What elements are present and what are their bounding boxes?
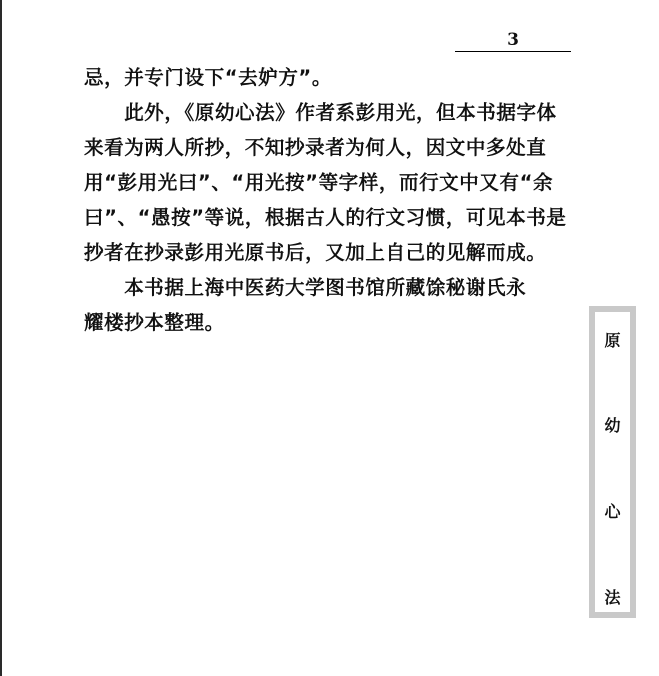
text-line-1: 忌，并专门设下“去妒方”。	[84, 66, 332, 89]
page-left-border	[0, 0, 2, 676]
text-line-2: 此外，《原幼心法》作者系彭用光，但本书据字体	[84, 101, 557, 124]
side-tab-char-3: 心	[604, 502, 621, 521]
text-line-5: 曰”、“愚按”等说，根据古人的行文习惯，可见本书是	[84, 206, 567, 229]
side-tab-char-1: 原	[604, 331, 621, 350]
body-text	[84, 60, 576, 340]
text-line-7: 本书据上海中医药大学图书馆所藏馀秘谢氏永	[84, 276, 527, 299]
text-line-4: 用“彭用光曰”、“用光按”等字样，而行文中又有“余	[84, 171, 554, 194]
side-title-tab	[589, 306, 636, 618]
side-tab-char-4: 法	[604, 588, 621, 607]
text-line-8: 耀楼抄本整理。	[84, 311, 225, 334]
side-tab-char-2: 幼	[604, 416, 621, 435]
text-line-6: 抄者在抄录彭用光原书后，又加上自己的见解而成。	[84, 241, 547, 264]
page-number: 3	[507, 30, 519, 50]
text-line-3: 来看为两人所抄，不知抄录者为何人，因文中多处直	[84, 136, 547, 159]
header-rule	[455, 51, 571, 52]
